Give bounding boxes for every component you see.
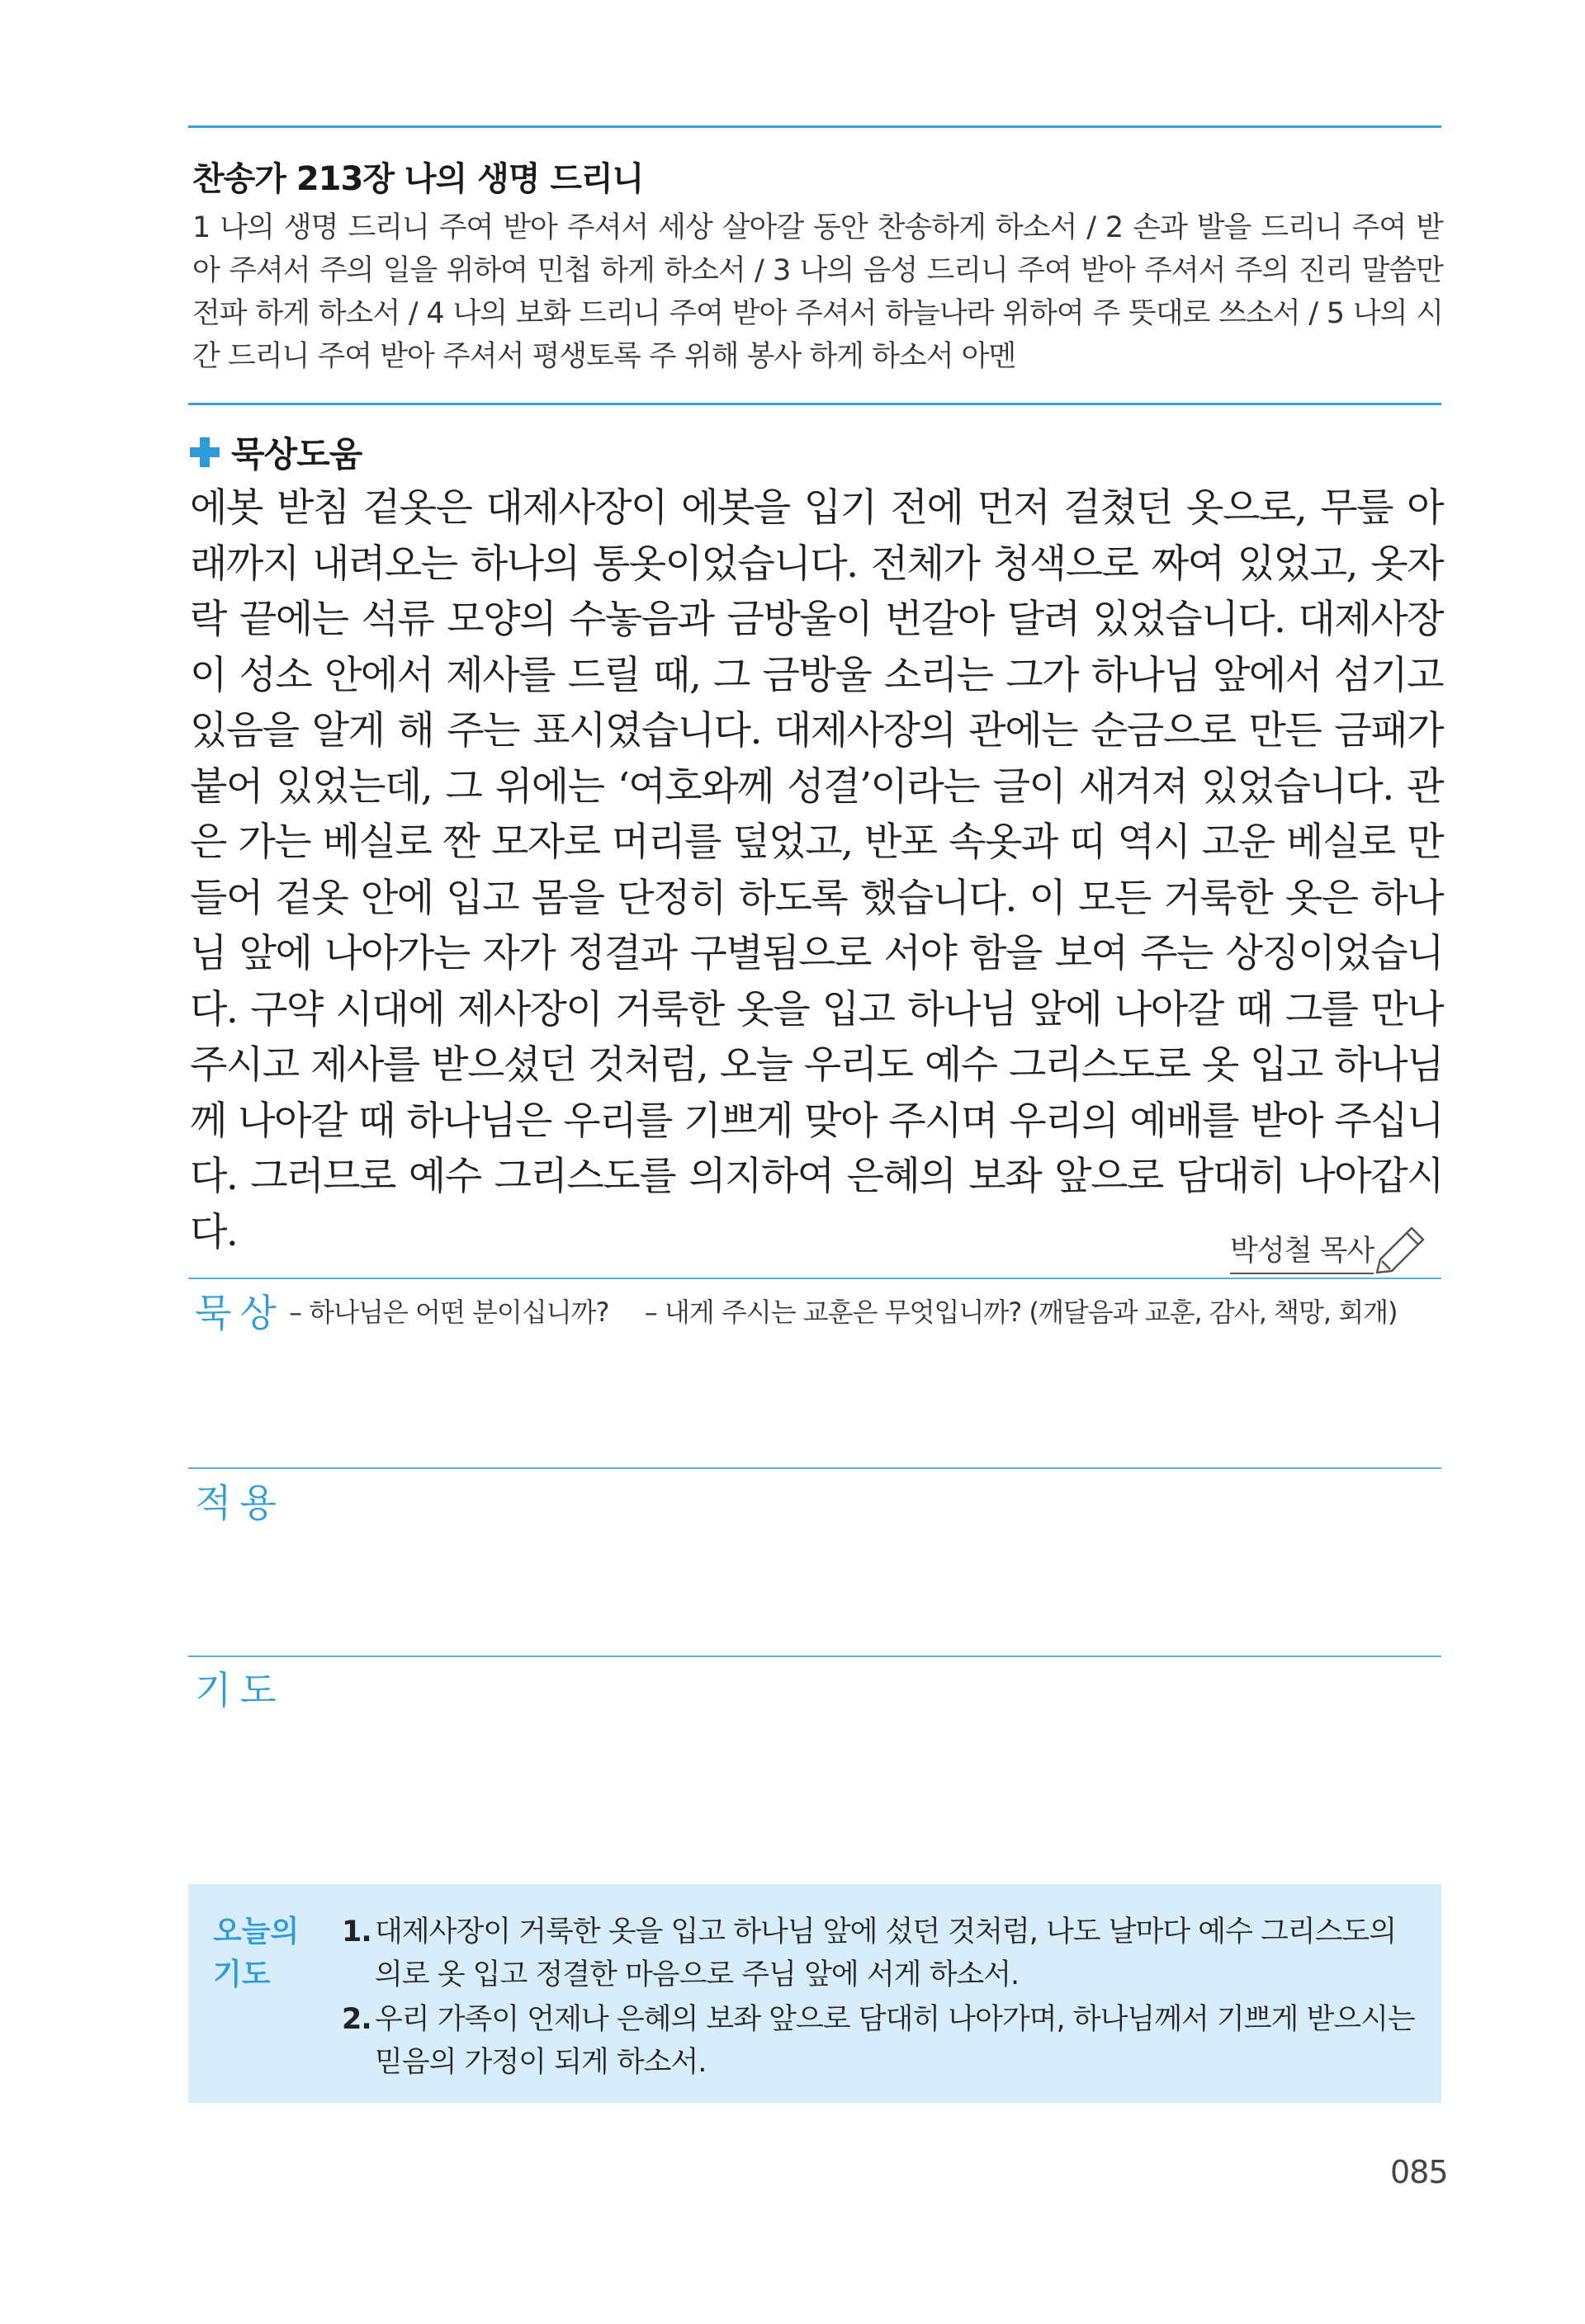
prayer-item-number: 1. [342, 1915, 371, 1948]
prayer-item-text: 우리 가족이 언제나 은혜의 보좌 앞으로 담대히 나아가며, 하나님께서 기쁘게 받으시는 믿음의 가정이 되게 하소서. [375, 2003, 1415, 2079]
meditation-label: 묵상 [195, 1291, 285, 1335]
prayer-label: 기도 [195, 1668, 285, 1712]
prayer-item-number: 2. [342, 2003, 371, 2036]
prayer-item-text: 대제사장이 거룩한 옷을 입고 하나님 앞에 섰던 것처럼, 나도 날마다 예수 그리스도의 의로 옷 입고 정결한 마음으로 주님 앞에 서게 하소서. [375, 1915, 1397, 1991]
meditation-help-label: 묵상도움 [231, 434, 362, 475]
todays-prayer-list [342, 1911, 1423, 2085]
todays-prayer-label: 오늘의 기도 [213, 1915, 300, 1991]
top-divider [188, 125, 1441, 128]
application-divider [188, 1467, 1441, 1469]
prayer-divider [188, 1656, 1441, 1657]
meditation-help-heading [190, 427, 362, 477]
question-1: – 하나님은 어떤 분이십니까? [289, 1297, 609, 1328]
hymn-divider [188, 403, 1441, 405]
meditation-divider [188, 1278, 1441, 1279]
application-label: 적용 [195, 1481, 285, 1525]
page-number: 085 [1390, 2154, 1448, 2190]
hymn-lyrics: 1 나의 생명 드리니 주여 받아 주셔서 세상 살아갈 동안 찬송하게 하소서 / 2 손과 발을 드리니 주여 받아 주셔서 주의 일을 위하여 민첩 하게 하소서 / 3 나의 음성 드리니 주여 받아 주셔서 주의 진리 말씀만 전파 하게 하소서 / 4 나의 보화 드리니 주여 받아 주셔서 하늘나라 위하여 주 뜻대로 쓰소서 / 5 나의 시간 드리니 주여 받아 주셔서 평생토록 주 위해 봉사 하게 하소서 아멘 [192, 211, 1443, 373]
pencil-icon [1369, 1220, 1431, 1274]
meditation-questions [289, 1292, 1398, 1330]
author-signature [1230, 1220, 1431, 1274]
plus-icon [190, 437, 220, 467]
hymn-section [192, 153, 1443, 378]
prayer-item [342, 1911, 1423, 1996]
todays-prayer-box [188, 1884, 1441, 2103]
author-name: 박성철 목사 [1230, 1228, 1374, 1274]
question-2: – 내게 주시는 교훈은 무엇입니까? (깨달음과 교훈, 감사, 책망, 회개) [644, 1297, 1398, 1328]
prayer-item [342, 1998, 1423, 2084]
meditation-body-text: 에봇 받침 겉옷은 대제사장이 에봇을 입기 전에 먼저 걸쳤던 옷으로, 무릎 아래까지 내려오는 하나의 통옷이었습니다. 전체가 청색으로 짜여 있었고, 옷자락 끝에는 석류 모양의 수놓음과 금방울이 번갈아 달려 있었습니다. 대제사장이 성소 안에서 제사를 드릴 때, 그 금방울 소리는 그가 하나님 앞에서 섬기고 있음을 알게 해 주는 표시였습니다. 대제사장의 관에는 순금으로 만든 금패가 붙어 있었는데, 그 위에는 ‘여호와께 성결’이라는 글이 새겨져 있었습니다. 관은 가는 베실로 짠 모자로 머리를 덮었고, 반포 속옷과 띠 역시 고운 베실로 만들어 겉옷 안에 입고 몸을 단정히 하도록 했습니다. 이 모든 거룩한 옷은 하나님 앞에 나아가는 자가 정결과 구별됨으로 서야 함을 보여 주는 상징이었습니다. 구약 시대에 제사장이 거룩한 옷을 입고 하나님 앞에 나아갈 때 그를 만나 주시고 제사를 받으셨던 것처럼, 오늘 우리도 예수 그리스도로 옷 입고 하나님께 나아갈 때 하나님은 우리를 기쁘게 맞아 주시며 우리의 예배를 받아 주십니다. 그러므로 예수 그리스도를 의지하여 은혜의 보좌 앞으로 담대히 나아갑시다. [190, 485, 1443, 1255]
hymn-title: 찬송가 213장 나의 생명 드리니 [192, 160, 644, 198]
